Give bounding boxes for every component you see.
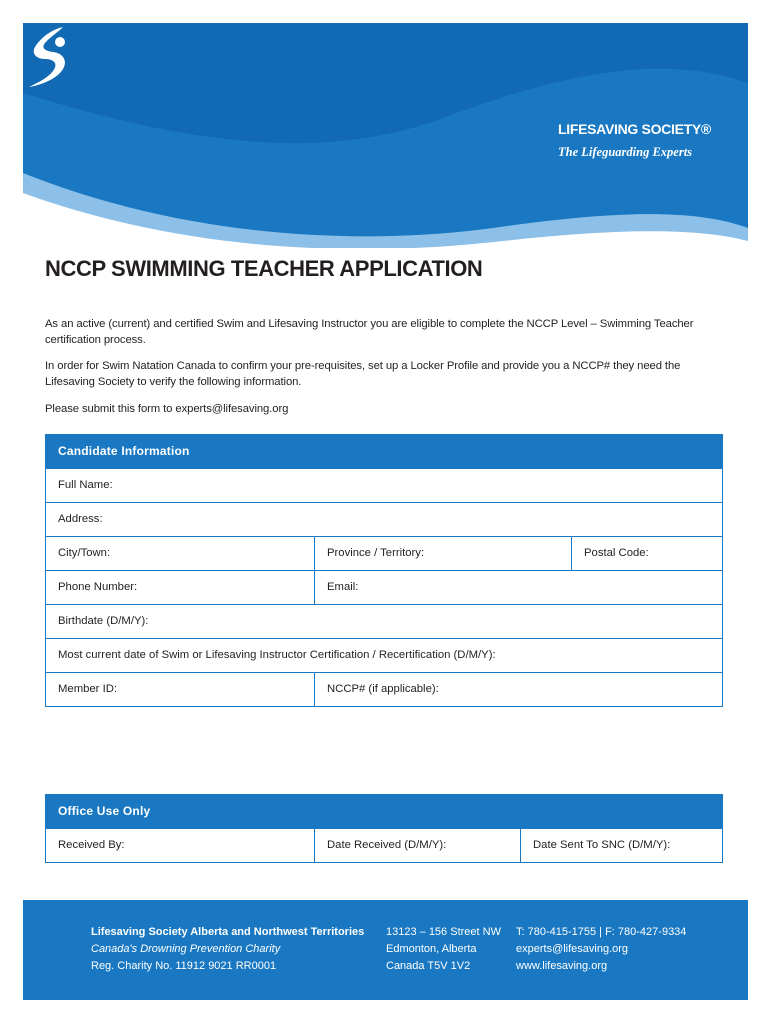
birthdate-field[interactable]: Birthdate (D/M/Y): bbox=[58, 615, 149, 627]
full-name-field[interactable]: Full Name: bbox=[58, 479, 113, 491]
office-use-form bbox=[45, 794, 723, 863]
footer-address-city: Edmonton, Alberta bbox=[386, 943, 477, 955]
address-field[interactable]: Address: bbox=[58, 513, 103, 525]
page-title: NCCP SWIMMING TEACHER APPLICATION bbox=[45, 256, 483, 281]
submit-prefix: Please submit this form to bbox=[45, 403, 176, 415]
form-row bbox=[46, 570, 722, 604]
candidate-section-heading: Candidate Information bbox=[46, 435, 722, 468]
org-tagline: The Lifeguarding Experts bbox=[558, 145, 693, 159]
city-town-field[interactable]: City/Town: bbox=[58, 547, 111, 559]
date-sent-to-snc-field[interactable]: Date Sent To SNC (D/M/Y): bbox=[520, 829, 722, 862]
footer-phone-fax: T: 780-415-1755 | F: 780-427-9334 bbox=[516, 926, 687, 938]
form-row bbox=[46, 604, 722, 638]
footer-email-link[interactable]: experts@lifesaving.org bbox=[516, 943, 629, 955]
footer-address-street: 13123 – 156 Street NW bbox=[386, 926, 501, 938]
footer-address-column bbox=[386, 924, 501, 975]
footer-contact-column bbox=[516, 924, 686, 975]
footer-address-postal: Canada T5V 1V2 bbox=[386, 960, 471, 972]
form-row bbox=[46, 638, 722, 672]
certification-date-field[interactable]: Most current date of Swim or Lifesaving Instructor Certification / Recertification (D/M/Y): bbox=[58, 649, 496, 661]
submit-instruction bbox=[45, 401, 730, 417]
form-row bbox=[46, 828, 722, 862]
received-by-field[interactable]: Received By: bbox=[58, 839, 125, 851]
date-received-field[interactable]: Date Received (D/M/Y): bbox=[314, 829, 520, 862]
footer-website-link[interactable]: www.lifesaving.org bbox=[516, 960, 608, 972]
email-field[interactable]: Email: bbox=[314, 571, 722, 604]
submit-email-link[interactable]: experts@lifesaving.org bbox=[175, 403, 289, 415]
member-id-field[interactable]: Member ID: bbox=[58, 683, 118, 695]
swimmer-logo-icon bbox=[23, 23, 73, 93]
form-row bbox=[46, 536, 722, 570]
province-territory-field[interactable]: Province / Territory: bbox=[314, 537, 571, 570]
postal-code-field[interactable]: Postal Code: bbox=[571, 537, 722, 570]
intro-paragraph-verification: In order for Swim Natation Canada to confirm your pre-requisites, set up a Locker Profile and provide you a NCCP# they need the Lifesaving Society to verify the following information. bbox=[45, 360, 681, 388]
office-section-heading: Office Use Only bbox=[46, 795, 722, 828]
footer-charity-number: Reg. Charity No. 11912 9021 RR0001 bbox=[91, 960, 277, 972]
form-row bbox=[46, 468, 722, 502]
footer-charity-tagline: Canada's Drowning Prevention Charity bbox=[91, 943, 281, 955]
footer bbox=[23, 900, 748, 1000]
intro-paragraph-eligibility: As an active (current) and certified Swim and Lifesaving Instructor you are eligible to complete the NCCP Level – Swimming Teacher certification process. bbox=[45, 318, 694, 346]
form-row bbox=[46, 672, 722, 706]
header-banner bbox=[23, 23, 748, 248]
org-name: LIFESAVING SOCIETY® bbox=[558, 121, 711, 137]
nccp-number-field[interactable]: NCCP# (if applicable): bbox=[314, 673, 722, 706]
form-row bbox=[46, 502, 722, 536]
footer-org-name: Lifesaving Society Alberta and Northwest Territories bbox=[91, 926, 365, 938]
phone-number-field[interactable]: Phone Number: bbox=[58, 581, 138, 593]
footer-organization-column bbox=[91, 924, 364, 975]
candidate-information-form bbox=[45, 434, 723, 707]
